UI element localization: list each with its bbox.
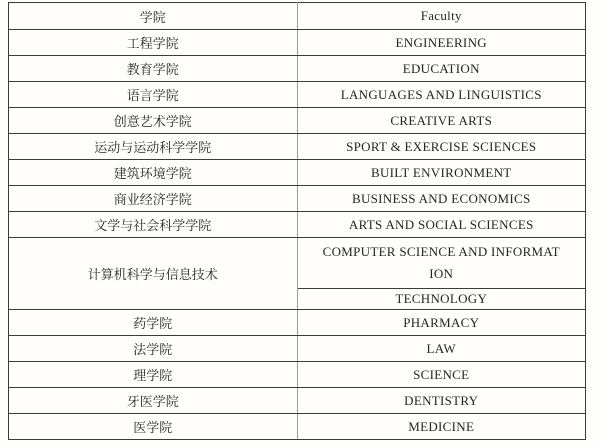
faculty-en-cell: ENGINEERING	[297, 30, 586, 56]
faculty-cn-cell: 牙医学院	[9, 388, 298, 414]
faculty-cn-cell: 理学院	[9, 362, 298, 388]
table-row	[9, 388, 586, 414]
table-row	[9, 134, 586, 160]
faculty-en-wrap-line-1: COMPUTER SCIENCE AND INFORMAT	[322, 244, 560, 259]
faculty-en-cell: TECHNOLOGY	[297, 289, 586, 310]
table-row	[9, 310, 586, 336]
table-row	[9, 160, 586, 186]
table-row	[9, 186, 586, 212]
faculty-cn-cell-merged: 计算机科学与信息技术	[9, 238, 298, 310]
table-row	[9, 56, 586, 82]
table-row	[9, 108, 586, 134]
header-cell-cn: 学院	[9, 3, 298, 30]
faculty-en-cell: LAW	[297, 336, 586, 362]
faculty-en-cell: BUILT ENVIRONMENT	[297, 160, 586, 186]
table-header-row	[9, 3, 586, 30]
table-row	[9, 414, 586, 440]
faculty-en-cell-wrapped	[297, 238, 586, 289]
faculty-cn-cell: 商业经济学院	[9, 186, 298, 212]
faculty-en-wrap-line-2: ION	[429, 266, 454, 281]
table-row-merged	[9, 238, 586, 289]
faculty-en-cell: DENTISTRY	[297, 388, 586, 414]
table-row	[9, 30, 586, 56]
faculty-en-cell: LANGUAGES AND LINGUISTICS	[297, 82, 586, 108]
faculty-cn-cell: 工程学院	[9, 30, 298, 56]
faculty-cn-cell: 创意艺术学院	[9, 108, 298, 134]
faculty-en-cell: EDUCATION	[297, 56, 586, 82]
table-row	[9, 212, 586, 238]
faculty-cn-cell: 教育学院	[9, 56, 298, 82]
faculty-table	[8, 2, 586, 440]
faculty-en-cell: CREATIVE ARTS	[297, 108, 586, 134]
table-row	[9, 336, 586, 362]
faculty-en-cell: SCIENCE	[297, 362, 586, 388]
faculty-cn-cell: 语言学院	[9, 82, 298, 108]
faculty-cn-cell: 法学院	[9, 336, 298, 362]
faculty-cn-cell: 药学院	[9, 310, 298, 336]
header-cell-en: Faculty	[297, 3, 586, 30]
faculty-cn-cell: 建筑环境学院	[9, 160, 298, 186]
faculty-en-cell: PHARMACY	[297, 310, 586, 336]
faculty-en-cell: ARTS AND SOCIAL SCIENCES	[297, 212, 586, 238]
faculty-en-cell: BUSINESS AND ECONOMICS	[297, 186, 586, 212]
faculty-cn-cell: 运动与运动科学学院	[9, 134, 298, 160]
faculty-en-cell: SPORT & EXERCISE SCIENCES	[297, 134, 586, 160]
faculty-cn-cell: 文学与社会科学学院	[9, 212, 298, 238]
table-row	[9, 362, 586, 388]
faculty-en-cell: MEDICINE	[297, 414, 586, 440]
table-row	[9, 82, 586, 108]
faculty-cn-cell: 医学院	[9, 414, 298, 440]
